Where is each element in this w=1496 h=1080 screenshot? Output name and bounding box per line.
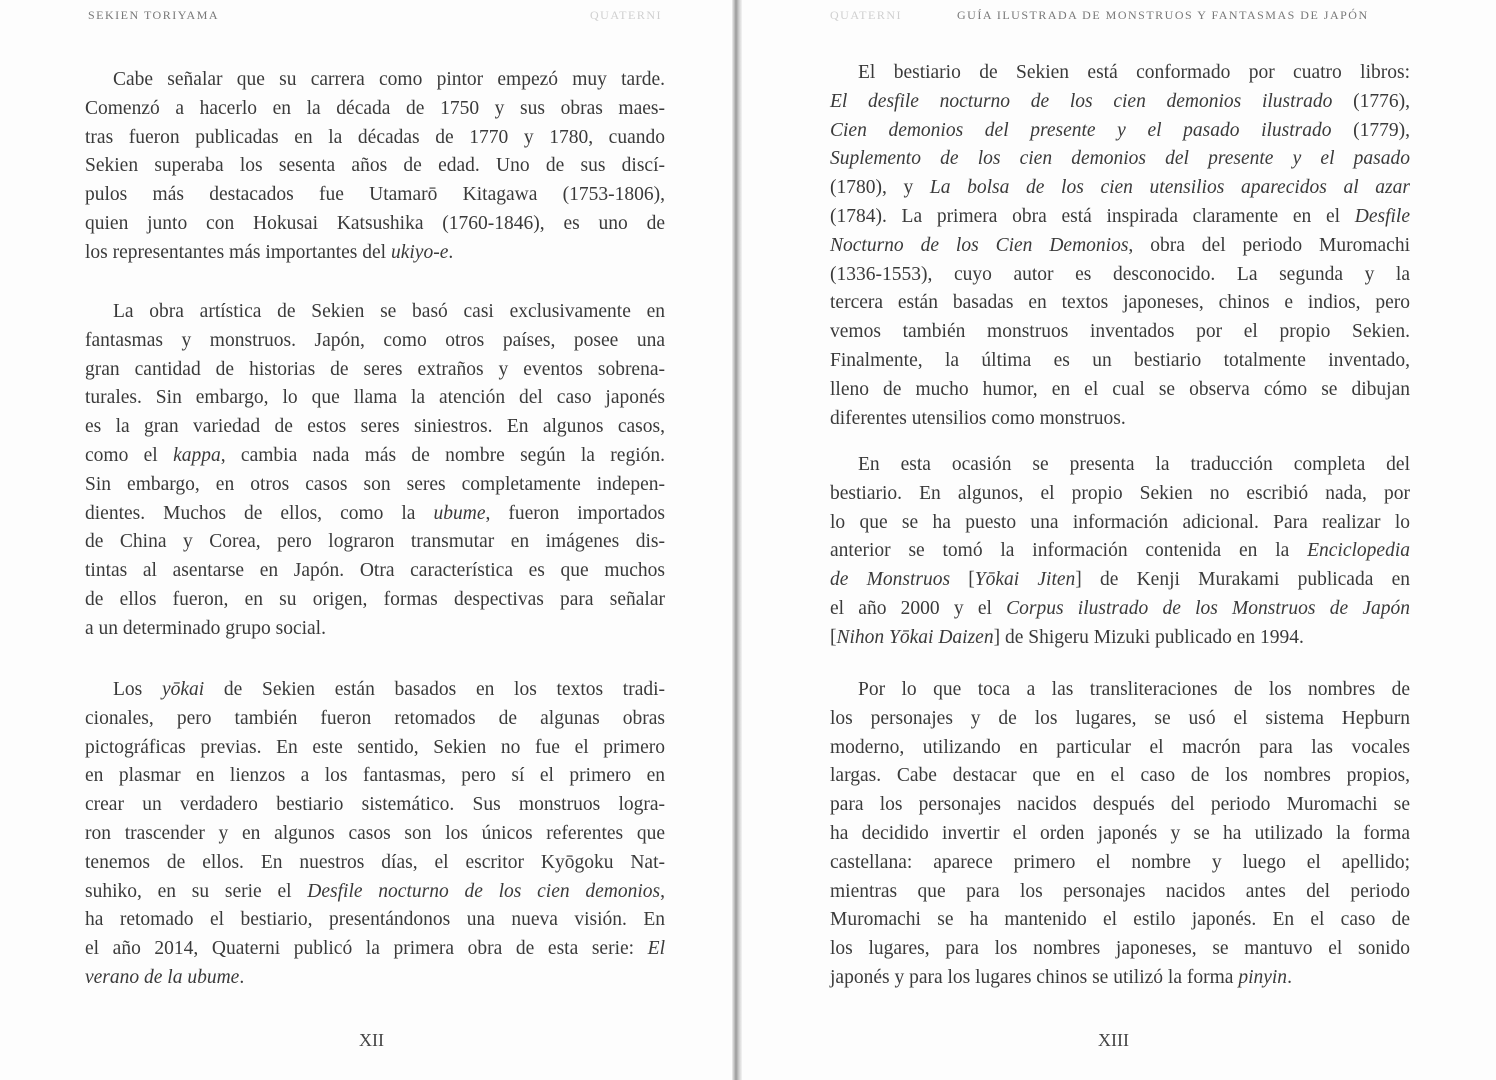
text-line: La obra artística de Sekien se basó casi exclusivamente en <box>113 301 665 322</box>
text-line: en plasmar en lienzos a los fantasmas, pero sí el primero en <box>85 765 665 787</box>
text-line: lo que se ha puesto una información adicional. Para realizar lo <box>830 511 1410 533</box>
text-line: tenemos de ellos. En nuestros días, el escritor Kyōgoku Nat- <box>85 851 665 873</box>
text-line <box>85 500 665 529</box>
text-line: Sekien superaba los sesenta años de edad. Uno de sus discí- <box>85 155 665 177</box>
paragraph <box>830 676 1410 993</box>
text-line: ron trascender y en algunos casos son los únicos referentes que <box>85 822 665 844</box>
text-line <box>830 232 1410 261</box>
text-segment: ] de Kenji Murakami publicada en <box>1075 569 1410 591</box>
text-line <box>830 566 1410 595</box>
italic-title-text: yōkai <box>161 679 205 700</box>
text-line: los personajes y de los lugares, se usó el sistema Hepburn <box>830 707 1410 729</box>
italic-title-text: Enciclopedia <box>1307 540 1410 562</box>
text-segment: , cambia nada más de nombre según la región. <box>220 444 665 466</box>
text-line: es la gran variedad de estos seres siniestros. En algunos casos, <box>85 416 665 438</box>
text-line: En esta ocasión se presenta la traducción completa del <box>858 454 1410 475</box>
text-line: Muromachi se ha mantenido el estilo japonés. En el caso de <box>830 909 1410 931</box>
page-number: XII <box>359 1030 384 1050</box>
text-line: fantasmas y monstruos. Japón, como otros países, posee una <box>85 329 665 351</box>
text-line: tercera están basadas en textos japoneses, chinos e indios, pero <box>830 292 1410 314</box>
italic-title-text: Nocturno de los Cien Demonios <box>830 234 1129 256</box>
italic-title-text: Nihon Yōkai Daizen <box>836 626 994 648</box>
running-header-title: GUÍA ILUSTRADA DE MONSTRUOS Y FANTASMAS DE JAPÓN <box>957 8 1369 22</box>
text-segment: , fueron importados <box>485 502 665 524</box>
text-line: Por lo que toca a las transliteraciones de los nombres de <box>858 679 1410 700</box>
text-line: diferentes utensilios como monstruos. <box>830 407 1126 429</box>
text-line <box>85 964 665 993</box>
italic-title-text: Corpus ilustrado de los Monstruos de Japón <box>1006 597 1410 619</box>
page-number: XIII <box>1098 1030 1129 1050</box>
text-line: gran cantidad de historias de seres extraños y eventos sobrena- <box>85 358 665 380</box>
text-segment: (1784). La primera obra está inspirada claramente en el <box>830 205 1355 227</box>
text-line: Comenzó a hacerlo en la década de 1750 y sus obras maes- <box>85 97 665 119</box>
text-line: ha retomado el bestiario, presentándonos una nueva visión. En <box>85 909 665 931</box>
text-line: quien junto con Hokusai Katsushika (1760-1846), es uno de <box>85 212 665 234</box>
italic-title-text: El <box>647 938 665 960</box>
text-line: tras fueron publicadas en la décadas de 1770 y 1780, cuando <box>85 126 665 148</box>
text-line: cionales, pero también fueron retomados de algunas obras <box>85 707 665 729</box>
text-line <box>85 878 665 907</box>
paragraph <box>830 451 1410 653</box>
running-header-publisher: QUATERNI <box>830 8 902 22</box>
italic-title-text: El desfile nocturno de los cien demonios ilustrado <box>830 90 1333 112</box>
text-line <box>830 174 1410 203</box>
text-line <box>830 964 1410 993</box>
text-line: tintas al asentarse en Japón. Otra característica es que muchos <box>85 560 665 582</box>
text-line <box>830 145 1410 174</box>
text-segment: . <box>239 966 245 988</box>
italic-title-text: verano de la ubume <box>85 966 240 988</box>
text-line: de ellos fueron, en su origen, formas despectivas para señalar <box>85 588 665 610</box>
text-line <box>830 537 1410 566</box>
left-page <box>0 0 734 1080</box>
text-segment: los representantes más importantes del <box>85 241 391 263</box>
text-line: Sin embargo, en otros casos son seres completamente indepen- <box>85 473 665 495</box>
italic-title-text: pinyin <box>1238 966 1288 988</box>
text-line: de China y Corea, pero lograron transmutar en imágenes dis- <box>85 531 665 553</box>
text-segment: Los <box>113 679 162 700</box>
text-line <box>85 676 665 705</box>
text-segment: . <box>1287 966 1292 988</box>
text-segment: . <box>448 241 454 263</box>
text-segment: dientes. Muchos de ellos, como la <box>85 502 434 524</box>
text-line: largas. Cabe destacar que en el caso de los nombres propios, <box>830 765 1410 787</box>
text-line: los lugares, para los nombres japoneses, se mantuvo el sonido <box>830 938 1410 960</box>
text-line: vemos también monstruos inventados por el propio Sekien. <box>830 321 1410 343</box>
text-segment: suhiko, en su serie el <box>85 880 308 902</box>
italic-title-text: Cien demonios del presente y el pasado ilustrado <box>830 119 1332 141</box>
text-line: Cabe señalar que su carrera como pintor empezó muy tarde. <box>113 69 665 90</box>
text-line <box>830 624 1410 653</box>
text-segment: como el <box>85 444 174 466</box>
text-segment: el año 2000 y el <box>830 597 1007 619</box>
italic-title-text: La bolsa de los cien utensilios aparecidos al azar <box>929 177 1410 199</box>
italic-title-text: ubume <box>433 502 486 524</box>
text-segment: , <box>660 880 665 902</box>
text-segment: el año 2014, Quaterni publicó la primera obra de esta serie: <box>85 938 648 960</box>
text-line: lleno de mucho humor, en el cual se observa cómo se dibujan <box>830 378 1410 400</box>
text-segment: , obra del periodo Muromachi <box>1128 234 1410 256</box>
text-line: Finalmente, la última es un bestiario totalmente inventado, <box>830 349 1410 371</box>
text-line: El bestiario de Sekien está conformado por cuatro libros: <box>858 62 1410 83</box>
text-line <box>830 88 1410 117</box>
paragraph <box>85 676 665 993</box>
text-line <box>830 203 1410 232</box>
text-segment: ] de Shigeru Mizuki publicado en 1994. <box>993 626 1304 648</box>
italic-title-text: ukiyo-e <box>390 241 449 263</box>
italic-title-text: Desfile <box>1354 205 1410 227</box>
italic-title-text: de Monstruos <box>830 569 951 591</box>
text-line: pulos más destacados fue Utamarō Kitagawa (1753-1806), <box>85 184 665 206</box>
italic-title-text: Yōkai Jiten <box>974 569 1076 591</box>
text-line: castellana: aparece primero el nombre y luego el apellido; <box>830 851 1410 873</box>
paragraph <box>85 298 665 644</box>
text-line: turales. Sin embargo, lo que llama la atención del caso japonés <box>85 387 665 409</box>
text-line <box>85 935 665 964</box>
running-header-author: SEKIEN TORIYAMA <box>88 8 220 22</box>
running-header-publisher: QUATERNI <box>590 8 662 22</box>
italic-title-text: Desfile nocturno de los cien demonios <box>307 880 661 902</box>
text-line: moderno, utilizando en particular el macrón para las vocales <box>830 736 1410 758</box>
paragraph <box>830 59 1410 433</box>
text-line <box>85 239 665 268</box>
text-line: ha decidido invertir el orden japonés y se ha utilizado la forma <box>830 822 1410 844</box>
text-segment: [ <box>950 569 975 591</box>
text-line: pictográficas previas. En este sentido, Sekien no fue el primero <box>85 736 665 758</box>
italic-title-text: Suplemento de los cien demonios del presente y el pasado <box>830 148 1410 170</box>
text-line: bestiario. En algunos, el propio Sekien no escribió nada, por <box>830 482 1410 504</box>
text-segment: (1780), y <box>830 177 930 199</box>
text-segment: [ <box>830 626 837 648</box>
book-gutter <box>732 0 742 1080</box>
text-segment: anterior se tomó la información contenida en la <box>830 540 1308 562</box>
text-line: mientras que para los personajes nacidos antes del periodo <box>830 880 1410 902</box>
text-segment: (1776), <box>1332 90 1410 112</box>
text-line <box>830 117 1410 146</box>
italic-title-text: kappa <box>173 444 221 466</box>
text-line: (1336-1553), cuyo autor es desconocido. La segunda y la <box>830 263 1410 285</box>
text-line: para los personajes nacidos después del periodo Muromachi se <box>830 794 1410 816</box>
text-line <box>85 442 665 471</box>
paragraph <box>85 66 665 268</box>
text-line <box>830 595 1410 624</box>
text-segment: de Sekien están basados en los textos tradi- <box>204 679 666 700</box>
text-line: a un determinado grupo social. <box>85 617 326 639</box>
text-segment: (1779), <box>1331 119 1410 141</box>
text-segment: japonés y para los lugares chinos se utilizó la forma <box>830 966 1239 988</box>
text-line: crear un verdadero bestiario sistemático. Sus monstruos logra- <box>85 794 665 816</box>
right-page <box>742 0 1496 1080</box>
